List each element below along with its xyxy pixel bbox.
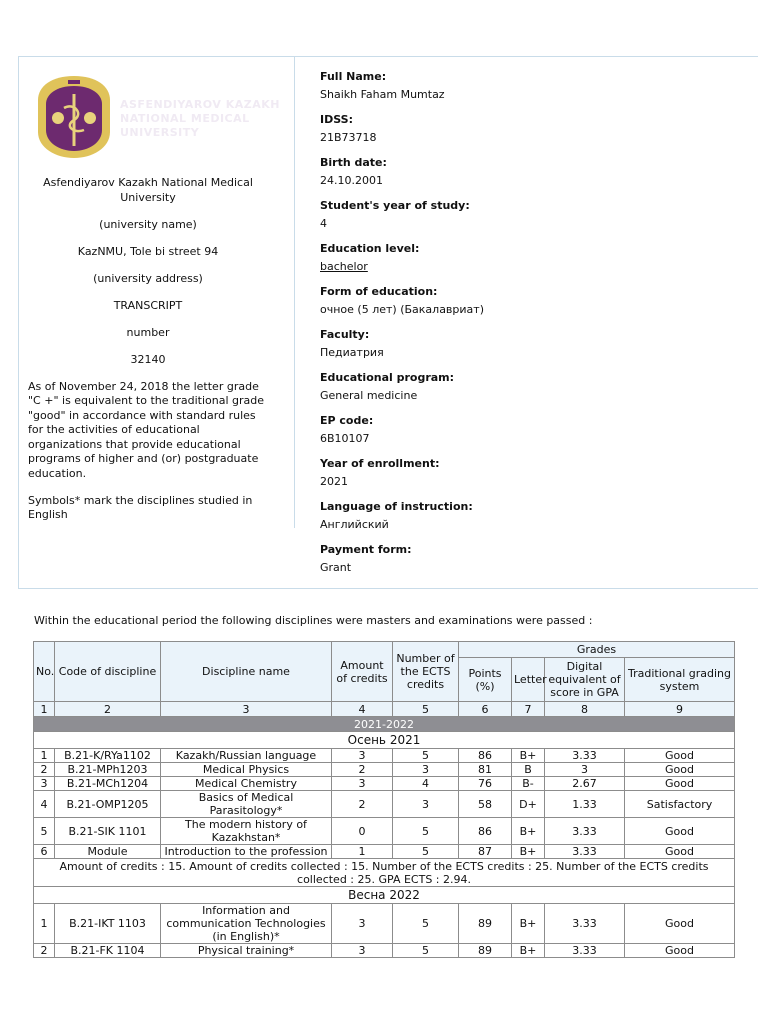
language-label: Language of instruction: (320, 500, 473, 513)
discipline-name: Physical training* (161, 944, 332, 958)
traditional-grade: Good (625, 777, 735, 791)
points: 58 (459, 791, 512, 818)
educational-program-value: General medicine (320, 389, 418, 402)
gpa-value: 1.33 (545, 791, 625, 818)
discipline-code: B.21-MPh1203 (55, 763, 161, 777)
discipline-code: B.21-K/RYa1102 (55, 749, 161, 763)
ects-credits: 3 (393, 791, 459, 818)
ects-credits: 5 (393, 944, 459, 958)
header-points: Points (%) (459, 658, 512, 702)
ects-credits: 5 (393, 749, 459, 763)
discipline-name: Basics of Medical Parasitology* (161, 791, 332, 818)
table-row (34, 818, 735, 845)
university-info (28, 176, 268, 535)
semester-autumn-2021: Осень 2021 (34, 732, 735, 749)
semester-summary: Amount of credits : 15. Amount of credits collected : 15. Number of the ECTS credits : 25. Number of the ECTS credits collected : 25. GPA ECTS : 2.94. (34, 859, 735, 887)
points: 86 (459, 818, 512, 845)
discipline-code: B.21-FK 1104 (55, 944, 161, 958)
col-num: 1 (34, 702, 55, 717)
payment-form-label: Payment form: (320, 543, 412, 556)
row-no: 4 (34, 791, 55, 818)
letter-grade: B (512, 763, 545, 777)
row-no: 3 (34, 777, 55, 791)
gpa-value: 3.33 (545, 944, 625, 958)
row-no: 6 (34, 845, 55, 859)
traditional-grade: Good (625, 818, 735, 845)
ects-credits: 5 (393, 845, 459, 859)
table-row (34, 904, 735, 944)
header-name: Discipline name (161, 642, 332, 702)
discipline-code: B.21-MCh1204 (55, 777, 161, 791)
language-value: Английский (320, 518, 389, 531)
discipline-name: Introduction to the profession (161, 845, 332, 859)
row-no: 5 (34, 818, 55, 845)
discipline-name: Information and communication Technologies (in English)* (161, 904, 332, 944)
form-of-education-label: Form of education: (320, 285, 438, 298)
gpa-value: 3.33 (545, 749, 625, 763)
header-ects: Number of the ECTS credits (393, 642, 459, 702)
form-of-education-value: очное (5 лет) (Бакалавриат) (320, 303, 484, 316)
ects-credits: 5 (393, 818, 459, 845)
letter-grade: D+ (512, 791, 545, 818)
university-name-caption: (university name) (99, 217, 197, 231)
header-code: Code of discipline (55, 642, 161, 702)
table-row (34, 944, 735, 958)
row-no: 2 (34, 763, 55, 777)
credits: 2 (332, 791, 393, 818)
traditional-grade: Satisfactory (625, 791, 735, 818)
payment-form-value: Grant (320, 561, 352, 574)
faculty-value: Педиатрия (320, 346, 384, 359)
col-num: 9 (625, 702, 735, 717)
col-num: 8 (545, 702, 625, 717)
header-grades: Grades (459, 642, 735, 658)
ects-credits: 4 (393, 777, 459, 791)
discipline-code: Module (55, 845, 161, 859)
gpa-value: 3.33 (545, 904, 625, 944)
education-level-label: Education level: (320, 242, 420, 255)
col-num: 3 (161, 702, 332, 717)
birth-date-value: 24.10.2001 (320, 174, 383, 187)
year-of-enrollment-value: 2021 (320, 475, 348, 488)
points: 87 (459, 845, 512, 859)
logo-text: ASFENDIYAROV KAZAKH NATIONAL MEDICAL UNIVERSITY (120, 98, 280, 139)
year-of-study-label: Student's year of study: (320, 199, 470, 212)
traditional-grade: Good (625, 749, 735, 763)
row-no: 1 (34, 904, 55, 944)
table-row (34, 845, 735, 859)
discipline-code: B.21-IKT 1103 (55, 904, 161, 944)
intro-text: Within the educational period the following disciplines were masters and examinations were passed : (34, 614, 593, 627)
grade-note: As of November 24, 2018 the letter grade "C +" is equivalent to the traditional grade "good" in accordance with standard rules for the activities of educational organizations that provide educational programs of higher and (or) postgraduate education. (28, 379, 264, 480)
gpa-value: 3 (545, 763, 625, 777)
col-num: 2 (55, 702, 161, 717)
col-num: 6 (459, 702, 512, 717)
letter-grade: B+ (512, 904, 545, 944)
credits: 3 (332, 904, 393, 944)
credits: 0 (332, 818, 393, 845)
letter-grade: B+ (512, 944, 545, 958)
year-of-study-value: 4 (320, 217, 327, 230)
university-logo-block (28, 74, 280, 164)
traditional-grade: Good (625, 845, 735, 859)
letter-grade: B- (512, 777, 545, 791)
semester-spring-2022: Весна 2022 (34, 887, 735, 904)
academic-year: 2021-2022 (34, 717, 735, 732)
points: 81 (459, 763, 512, 777)
education-level-link[interactable]: bachelor (320, 260, 368, 273)
header-credits: Amount of credits (332, 642, 393, 702)
table-row (34, 749, 735, 763)
discipline-code: B.21-SIK 1101 (55, 818, 161, 845)
col-num: 7 (512, 702, 545, 717)
gpa-value: 2.67 (545, 777, 625, 791)
discipline-name: The modern history of Kazakhstan* (161, 818, 332, 845)
column-number-row (34, 702, 735, 717)
transcript-number: 32140 (130, 352, 166, 366)
table-row (34, 777, 735, 791)
ects-credits: 5 (393, 904, 459, 944)
traditional-grade: Good (625, 904, 735, 944)
birth-date-label: Birth date: (320, 156, 387, 169)
points: 89 (459, 944, 512, 958)
column-divider (294, 56, 295, 528)
transcript-table (33, 641, 735, 958)
educational-program-label: Educational program: (320, 371, 455, 384)
traditional-grade: Good (625, 944, 735, 958)
discipline-name: Medical Chemistry (161, 777, 332, 791)
university-address: KazNMU, Tole bi street 94 (77, 244, 219, 258)
gpa-value: 3.33 (545, 845, 625, 859)
credits: 3 (332, 749, 393, 763)
university-address-caption: (university address) (93, 271, 203, 285)
points: 86 (459, 749, 512, 763)
credits: 3 (332, 944, 393, 958)
number-label: number (126, 325, 170, 339)
letter-grade: B+ (512, 818, 545, 845)
letter-grade: B+ (512, 749, 545, 763)
row-no: 2 (34, 944, 55, 958)
header-no: No. (34, 642, 55, 702)
ep-code-label: EP code: (320, 414, 374, 427)
symbols-note: Symbols* mark the disciplines studied in English (28, 493, 253, 521)
faculty-label: Faculty: (320, 328, 370, 341)
university-crest-icon (34, 74, 114, 160)
letter-grade: B+ (512, 845, 545, 859)
credits: 3 (332, 777, 393, 791)
full-name-value: Shaikh Faham Mumtaz (320, 88, 445, 101)
header-digital: Digital equivalent of score in GPA (545, 658, 625, 702)
year-of-enrollment-label: Year of enrollment: (320, 457, 440, 470)
university-name: Asfendiyarov Kazakh National Medical University (43, 176, 253, 204)
points: 89 (459, 904, 512, 944)
student-details (320, 68, 740, 584)
ep-code-value: 6B10107 (320, 432, 370, 445)
discipline-name: Kazakh/Russian language (161, 749, 332, 763)
credits: 1 (332, 845, 393, 859)
transcript-label: TRANSCRIPT (113, 298, 183, 312)
points: 76 (459, 777, 512, 791)
traditional-grade: Good (625, 763, 735, 777)
table-row (34, 791, 735, 818)
credits: 2 (332, 763, 393, 777)
header-traditional: Traditional grading system (625, 658, 735, 702)
idss-value: 21B73718 (320, 131, 377, 144)
col-num: 4 (332, 702, 393, 717)
ects-credits: 3 (393, 763, 459, 777)
row-no: 1 (34, 749, 55, 763)
idss-label: IDSS: (320, 113, 353, 126)
discipline-name: Medical Physics (161, 763, 332, 777)
full-name-label: Full Name: (320, 70, 387, 83)
header-letter: Letter (512, 658, 545, 702)
gpa-value: 3.33 (545, 818, 625, 845)
table-row (34, 763, 735, 777)
col-num: 5 (393, 702, 459, 717)
discipline-code: B.21-OMP1205 (55, 791, 161, 818)
